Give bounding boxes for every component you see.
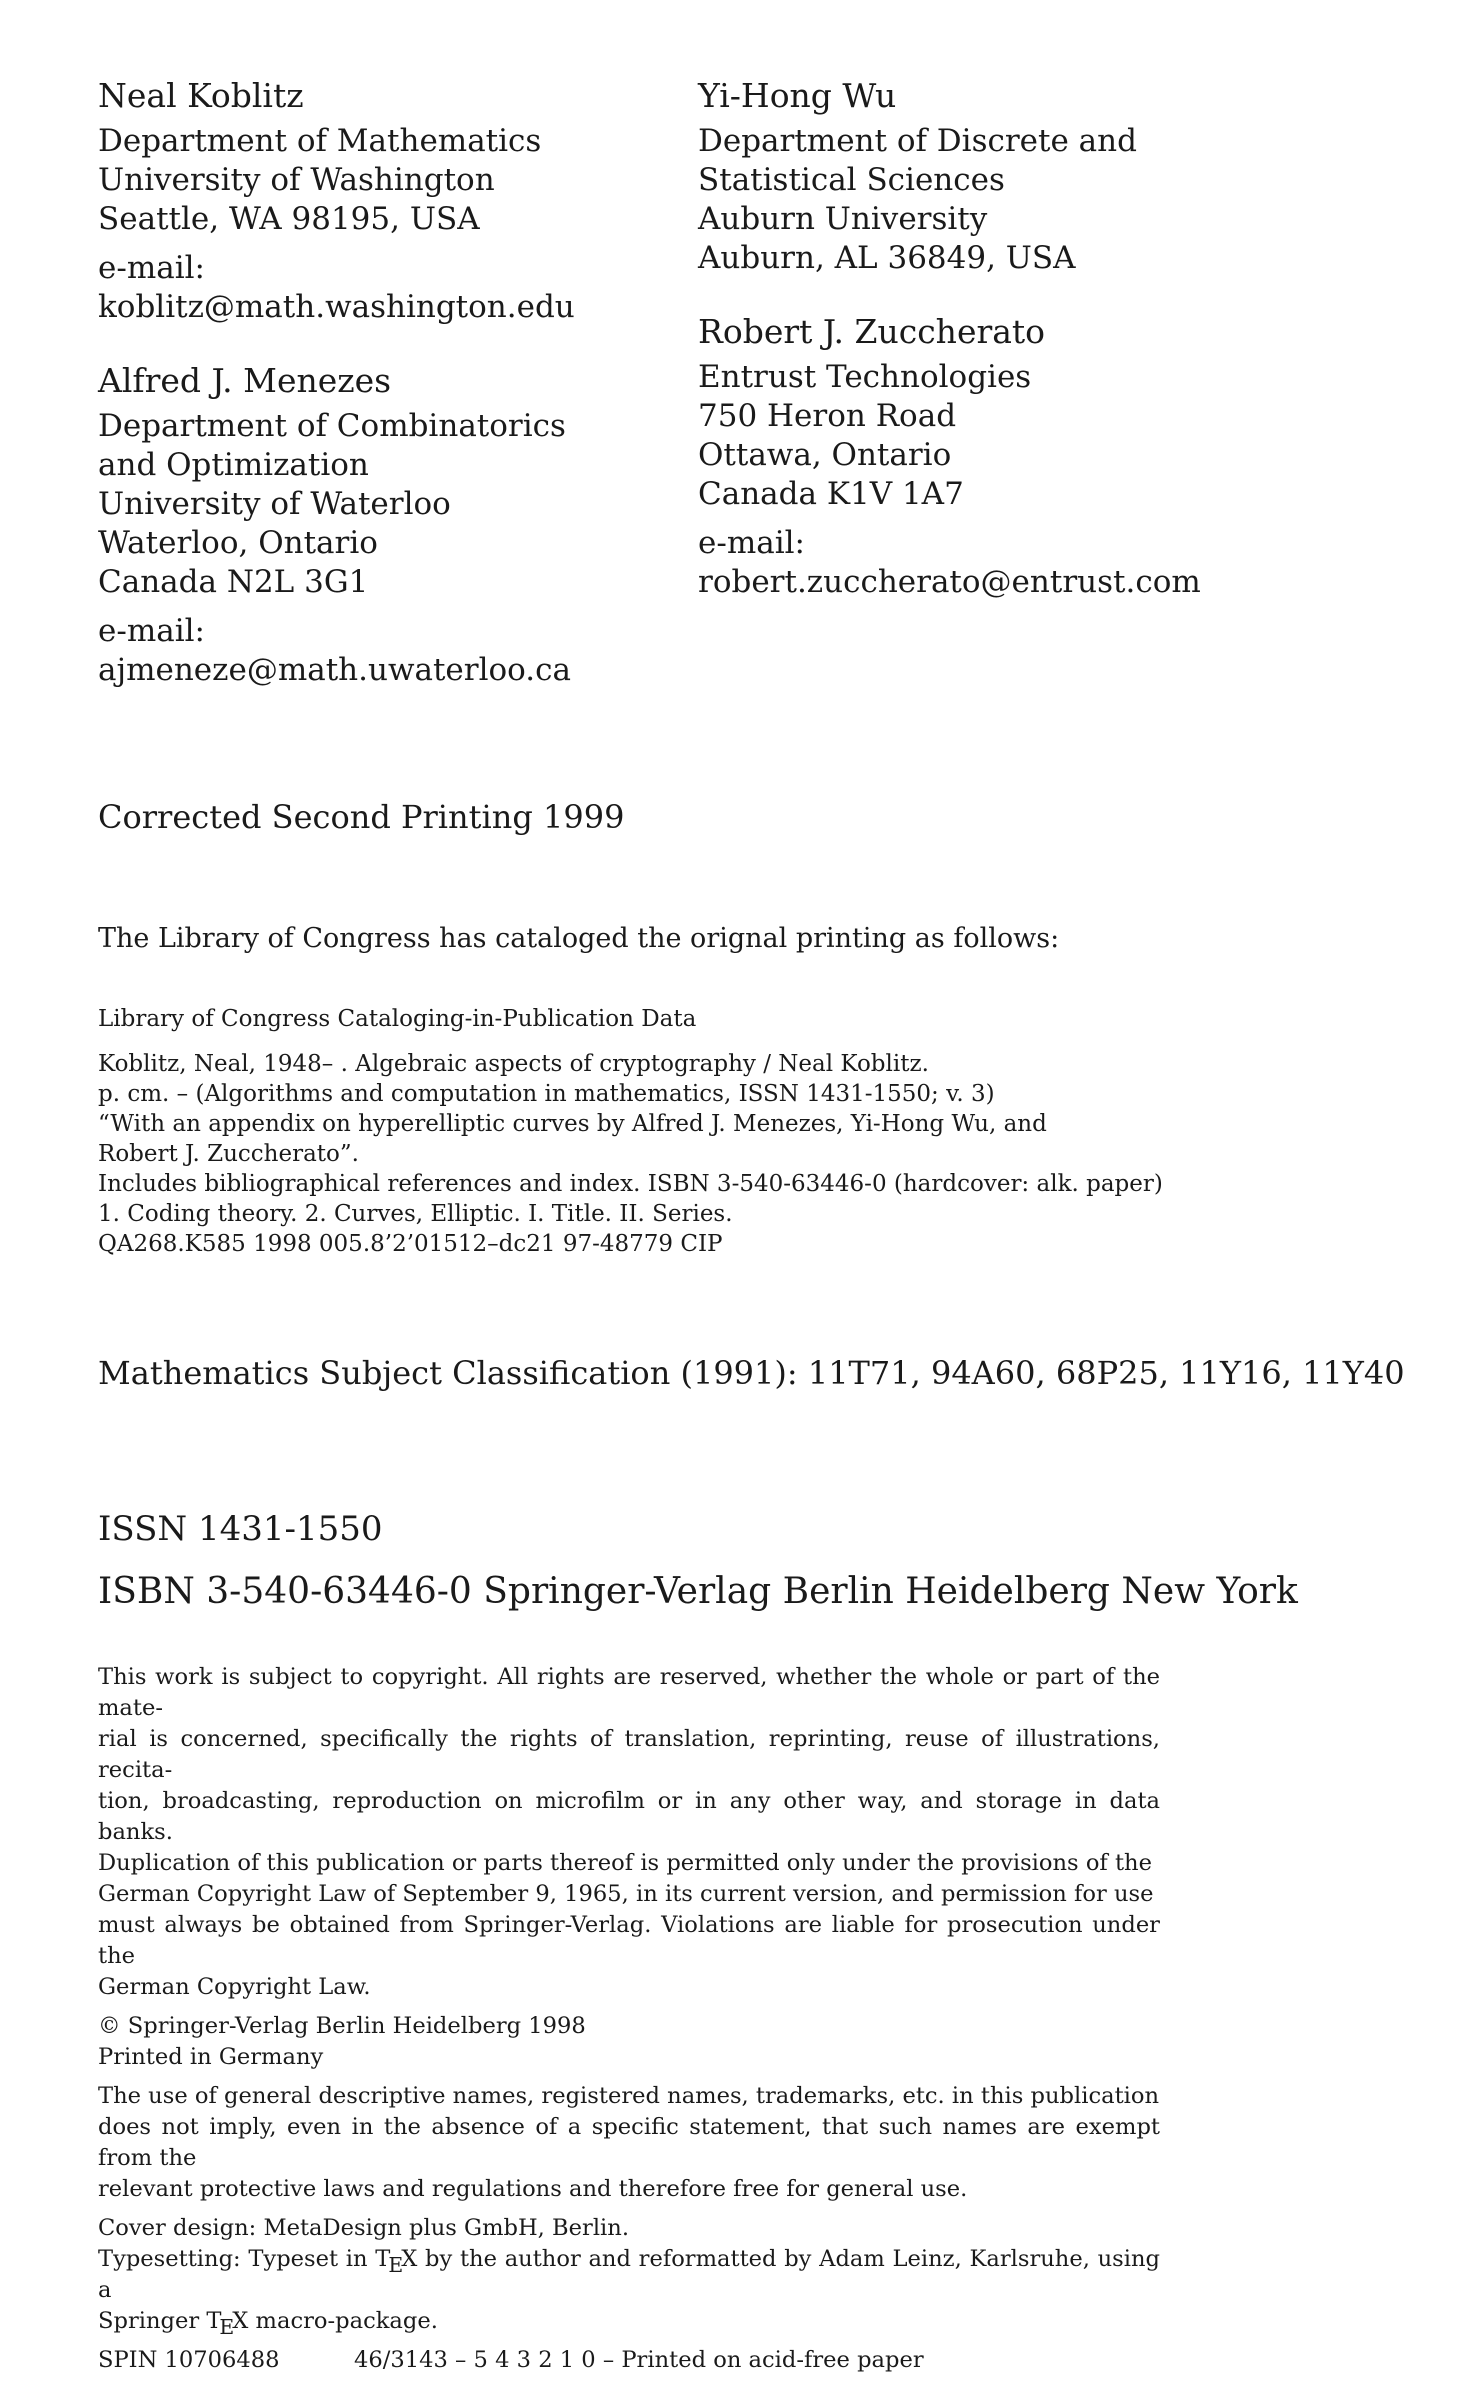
trademark-line: does not imply, even in the absence of a specific statement, that such names are exempt from the	[98, 2114, 1160, 2171]
author-block-koblitz	[98, 72, 678, 327]
cip-title: Library of Congress Cataloging-in-Publication Data	[98, 1006, 697, 1032]
trademark-line: The use of general descriptive names, registered names, trademarks, etc. in this publication	[98, 2083, 1160, 2109]
copyright-line: rial is concerned, specifically the rights of translation, reprinting, reuse of illustrations, recita-	[98, 1726, 1160, 1783]
copyright-line: German Copyright Law.	[98, 1974, 371, 2000]
affiliation-line: Department of Combinatorics	[98, 408, 566, 444]
printed-in: Printed in Germany	[98, 2044, 324, 2070]
typesetting-prefix: Typesetting: Typeset in	[98, 2246, 368, 2272]
issn: ISSN 1431-1550	[98, 1509, 383, 1549]
author-name: Alfred J. Menezes	[98, 361, 392, 400]
cover-design-credit: Cover design: MetaDesign plus GmbH, Berlin.	[98, 2215, 630, 2241]
isbn-publisher: ISBN 3-540-63446-0 Springer-Verlag Berlin Heidelberg New York	[98, 1571, 1298, 1612]
affiliation-line: Entrust Technologies	[698, 359, 1032, 395]
email-label: e-mail:	[98, 613, 205, 649]
author-block-menezes	[98, 357, 678, 690]
author-block-wu	[698, 72, 1358, 278]
author-name: Yi-Hong Wu	[698, 76, 897, 115]
email-address: ajmeneze@math.uwaterloo.ca	[98, 652, 571, 688]
print-info: 46/3143 – 5 4 3 2 1 0 – Printed on acid-free paper	[354, 2347, 924, 2373]
credits-paragraph	[98, 2213, 1160, 2337]
copyright-paragraph	[98, 1662, 1160, 2003]
affiliation-line: and Optimization	[98, 447, 369, 483]
email-label: e-mail:	[698, 525, 805, 561]
cip-line: 1. Coding theory. 2. Curves, Elliptic. I. Title. II. Series.	[98, 1201, 733, 1227]
author-block-zuccherato	[698, 308, 1358, 602]
affiliation-line: Auburn, AL 36849, USA	[698, 240, 1076, 276]
typesetting-credit-line2	[98, 2306, 1160, 2337]
spin-code: SPIN 10706488	[98, 2347, 280, 2373]
author-name: Neal Koblitz	[98, 76, 304, 115]
typesetting-credit-line1	[98, 2244, 1160, 2306]
publisher-copyright-paragraph	[98, 2011, 1160, 2073]
library-of-congress-intro: The Library of Congress has cataloged the orignal printing as follows:	[98, 923, 1060, 954]
trademark-line: relevant protective laws and regulations and therefore free for general use.	[98, 2176, 968, 2202]
typesetting-line2-suffix: macro-package.	[255, 2308, 438, 2334]
publisher-copyright: © Springer-Verlag Berlin Heidelberg 1998	[98, 2013, 586, 2039]
affiliation-line: Waterloo, Ontario	[98, 525, 378, 561]
cip-data-block	[98, 1003, 1298, 1259]
affiliation-line: 750 Heron Road	[698, 398, 957, 434]
tex-logo: TEX	[206, 2308, 249, 2339]
typesetting-line2-prefix: Springer	[98, 2308, 200, 2334]
affiliation-line: Canada N2L 3G1	[98, 564, 369, 600]
cip-line: Includes bibliographical references and index. ISBN 3-540-63446-0 (hardcover: alk. paper)	[98, 1171, 1163, 1197]
cip-line: p. cm. – (Algorithms and computation in mathematics, ISSN 1431-1550; v. 3)	[98, 1081, 995, 1107]
affiliation-line: University of Waterloo	[98, 486, 451, 522]
typesetting-middle: by the author and reformatted by Adam Leinz, Karlsruhe, using a	[98, 2246, 1161, 2303]
cip-line: QA268.K585 1998 005.8’2’01512–dc21 97-48779 CIP	[98, 1231, 723, 1257]
spin-row	[98, 2345, 1160, 2376]
cip-line: Koblitz, Neal, 1948– . Algebraic aspects of cryptography / Neal Koblitz.	[98, 1051, 929, 1077]
affiliation-line: Auburn University	[698, 201, 988, 237]
copyright-line: must always be obtained from Springer-Verlag. Violations are liable for prosecution under the	[98, 1912, 1160, 1969]
affiliation-line: Statistical Sciences	[698, 162, 1005, 198]
subject-classification: Mathematics Subject Classification (1991): 11T71, 94A60, 68P25, 11Y16, 11Y40	[98, 1354, 1405, 1392]
affiliation-line: Canada K1V 1A7	[698, 476, 964, 512]
email-address: robert.zuccherato@entrust.com	[698, 564, 1201, 600]
affiliation-line: Ottawa, Ontario	[698, 437, 952, 473]
copyright-line: German Copyright Law of September 9, 1965, in its current version, and permission for use	[98, 1881, 1154, 1907]
tex-logo: TEX	[375, 2246, 418, 2277]
authors-right-column	[698, 72, 1358, 632]
author-name: Robert J. Zuccherato	[698, 312, 1046, 351]
authors-left-column	[98, 72, 678, 720]
copyright-line: Duplication of this publication or parts thereof is permitted only under the provisions of the	[98, 1850, 1152, 1876]
copyright-line: tion, broadcasting, reproduction on microfilm or in any other way, and storage in data banks.	[98, 1788, 1160, 1845]
printing-note: Corrected Second Printing 1999	[98, 798, 625, 836]
affiliation-line: Department of Mathematics	[98, 123, 542, 159]
cip-line: “With an appendix on hyperelliptic curves by Alfred J. Menezes, Yi-Hong Wu, and	[98, 1111, 1047, 1137]
affiliation-line: University of Washington	[98, 162, 495, 198]
trademark-paragraph	[98, 2081, 1160, 2205]
cip-line: Robert J. Zuccherato”.	[98, 1141, 359, 1167]
legal-notice	[98, 1662, 1160, 2376]
copyright-line: This work is subject to copyright. All rights are reserved, whether the whole or part of the mate-	[98, 1664, 1160, 1721]
email-address: koblitz@math.washington.edu	[98, 289, 575, 325]
affiliation-line: Seattle, WA 98195, USA	[98, 201, 480, 237]
affiliation-line: Department of Discrete and	[698, 123, 1137, 159]
email-label: e-mail:	[98, 250, 205, 286]
